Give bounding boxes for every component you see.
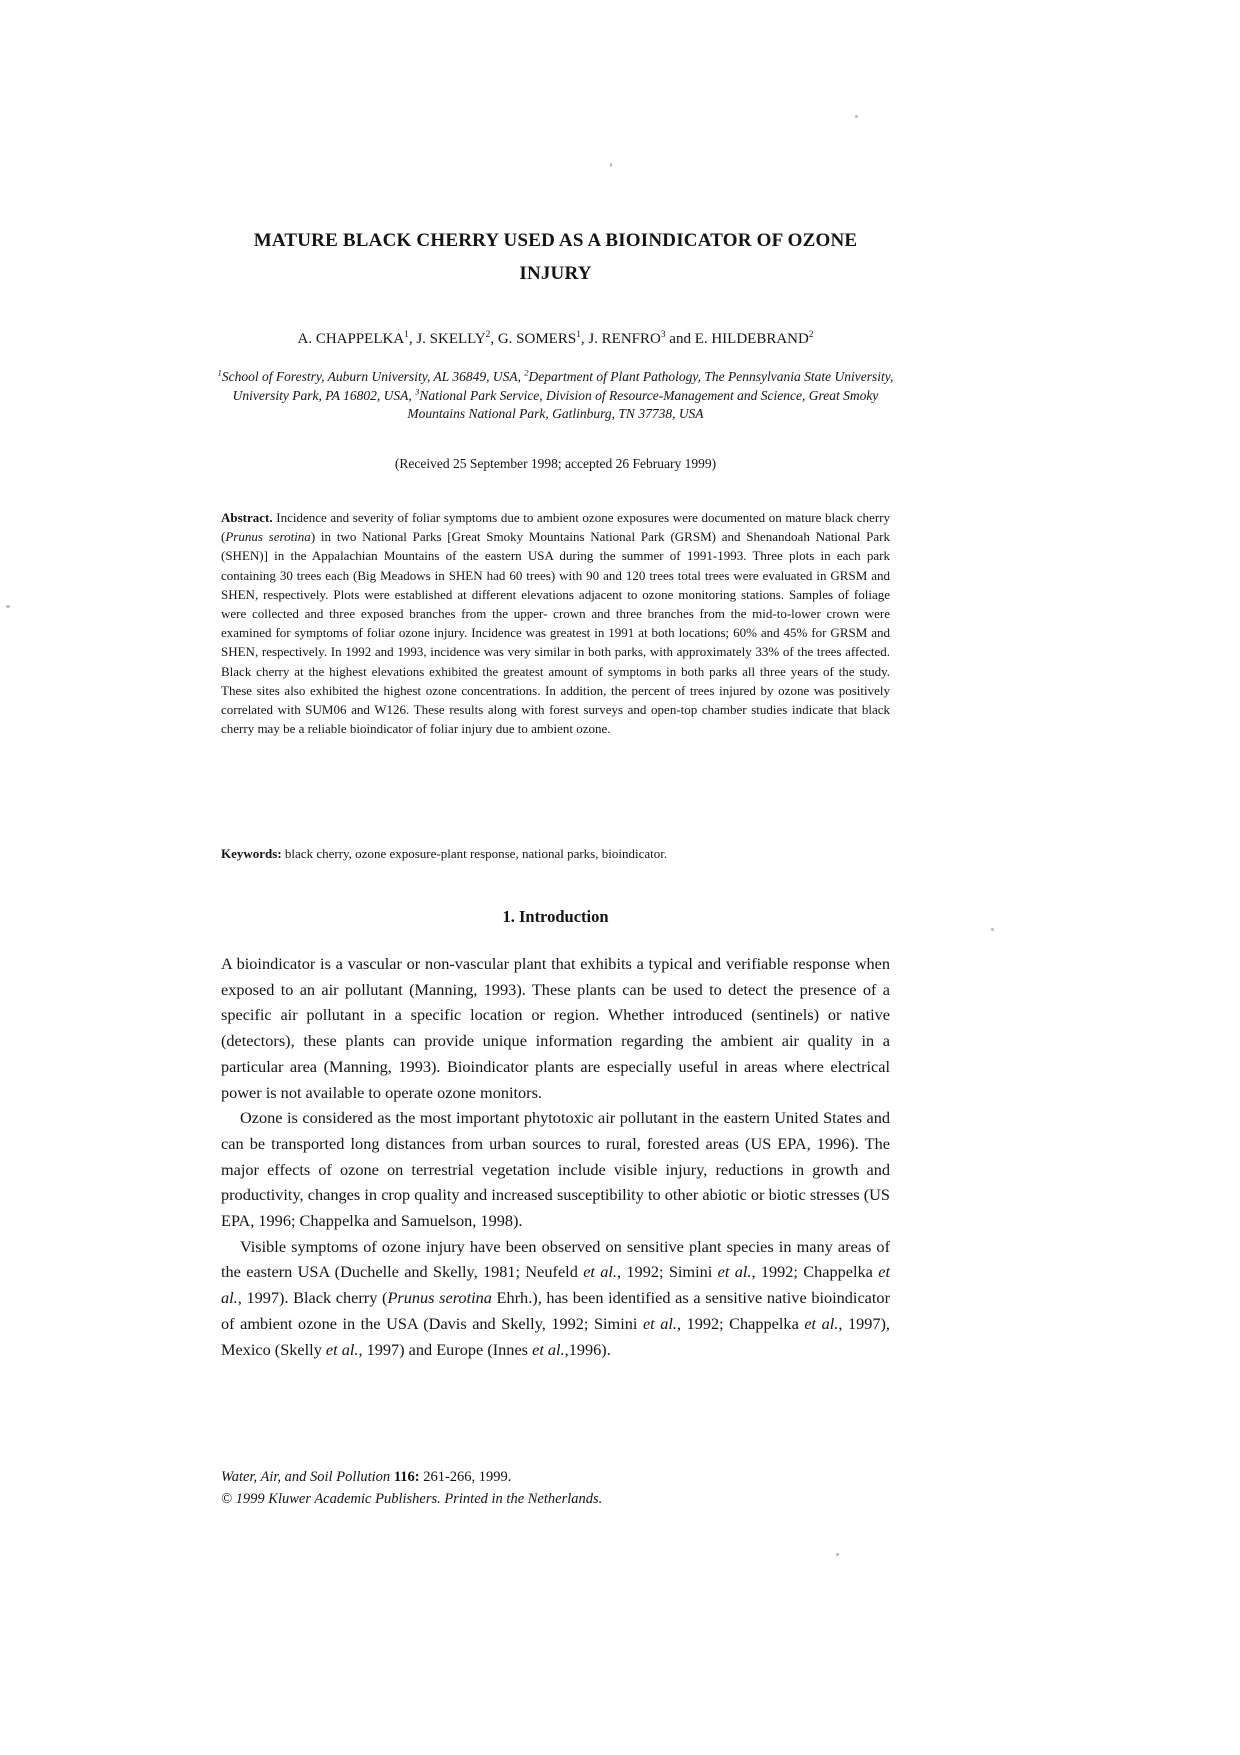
introduction-body	[221, 951, 890, 1362]
scan-artifact	[610, 163, 612, 167]
text-run: 1	[576, 330, 581, 340]
journal-footer	[221, 1466, 890, 1510]
scan-artifact	[6, 605, 10, 608]
text-run: et al.	[583, 1262, 618, 1282]
text-run: , 1992; Chappelka	[676, 1313, 805, 1333]
text-run: 3	[415, 387, 420, 396]
keywords-line	[221, 846, 890, 862]
text-run: et al.	[325, 1339, 359, 1359]
authors-line	[191, 331, 920, 348]
copyright-line: © 1999 Kluwer Academic Publishers. Printed in the Netherlands.	[221, 1491, 603, 1507]
text-run: et al.	[642, 1313, 677, 1333]
text-run: Department of Plant Pathology, The Pennsylvania State University, University Park, PA 16802, USA,	[232, 369, 894, 403]
text-run: A bioindicator is a vascular or non-vascular plant that exhibits a typical and verifiable response when exposed to an air pollutant (Manning, 1993). These plants can be used to detect the presence of a specific air pollutant in a specific location or region. Whether introduced (sentinels) or native (detectors), these plants can provide unique information regarding the ambient air quality in a particular area (Manning, 1993). Bioindicator plants are especially useful in areas where electrical power is not available to operate ozone monitors.	[221, 954, 890, 1102]
text-run: and E. HILDEBRAND	[665, 331, 809, 347]
scan-artifact	[836, 1553, 839, 1556]
text-run: , 1992; Simini	[617, 1262, 718, 1282]
introduction-paragraph-1	[221, 951, 890, 1105]
text-run: Incidence and severity of foliar symptoms due to ambient ozone exposures were documented on mature black cherry (	[221, 510, 890, 545]
text-run: Prunus serotina	[225, 529, 311, 545]
text-run: Ehrh.), has been identified as a sensitive native bioindicator of ambient ozone in the USA (Davis and Skelly, 1992; Simini	[221, 1288, 890, 1333]
paper-title-line2: INJURY	[519, 263, 592, 284]
text-run: 116:	[393, 1469, 420, 1485]
text-run: ) in two National Parks [Great Smoky Mountains National Park (GRSM) and Shenandoah National Park (SHEN)] in the Appalachian Mountains of the eastern USA during the summer of 1991-1993. Three plots in each park containing 30 trees each (Big Meadows in SHEN had 60 trees) with 90 and 120 trees total trees were evaluated in GRSM and SHEN, respectively. Plots were established at different elevations adjacent to ozone monitoring stations. Samples of foliage were collected and three exposed branches from the upper- crown and three branches from the mid-to-lower crown were examined for symptoms of foliar ozone injury. Incidence was greatest in 1991 at both locations; 60% and 45% for GRSM and SHEN, respectively. In 1992 and 1993, incidence was very similar in both parks, with approximately 33% of the trees affected. Black cherry at the highest elevations exhibited the greatest amount of symptoms in both parks all three years of the study. These sites also exhibited the highest ozone concentrations. In addition, the percent of trees injured by ozone was positively correlated with SUM06 and W126. These results along with forest surveys and open-top chamber studies indicate that black cherry may be a reliable bioindicator of foliar injury due to ambient ozone.	[221, 529, 890, 737]
text-run: 3	[660, 330, 666, 340]
text-run: 1	[404, 330, 409, 340]
introduction-paragraph-2	[221, 1105, 890, 1234]
text-run: , G. SOMERS	[490, 331, 577, 347]
text-run: National Park Service, Division of Resource-Management and Science, Great Smoky Mountains National Park, Gatlinburg, TN 37738, USA	[407, 387, 879, 421]
text-run: School of Forestry, Auburn University, AL 36849, USA,	[221, 369, 525, 384]
paper-title-line1: MATURE BLACK CHERRY USED AS A BIOINDICATOR OF OZONE	[253, 230, 858, 251]
text-run: , 1992; Chappelka	[751, 1262, 879, 1282]
text-run: , J. SKELLY	[408, 331, 486, 347]
text-run: et al.	[532, 1339, 565, 1359]
scan-artifact	[855, 115, 858, 118]
text-run: et al.	[717, 1262, 752, 1282]
text-run: Prunus serotina	[387, 1288, 492, 1308]
text-run: 2	[808, 330, 814, 340]
text-run: , 1997), Mexico (Skelly	[221, 1313, 890, 1359]
introduction-paragraph-3	[221, 1234, 890, 1363]
text-run: ,1996).	[564, 1339, 611, 1359]
text-run: 1	[217, 368, 222, 378]
text-run: 2	[485, 330, 491, 340]
received-accepted-note: (Received 25 September 1998; accepted 26 February 1999)	[394, 456, 717, 471]
affiliations	[211, 368, 900, 424]
text-run: A. CHAPPELKA	[297, 331, 405, 347]
paper-title	[221, 224, 890, 290]
text-run: et al.	[804, 1313, 839, 1333]
text-run: Keywords:	[221, 846, 282, 861]
text-run: Visible symptoms of ozone injury have been observed on sensitive plant species in many areas of the eastern USA (Duchelle and Skelly, 1981; Neufeld	[221, 1236, 890, 1282]
abstract-paragraph	[221, 508, 890, 738]
journal-citation-line	[221, 1466, 890, 1488]
text-run: et al.	[221, 1262, 890, 1308]
text-run: , J. RENFRO	[580, 331, 661, 347]
text-run: 2	[524, 368, 529, 378]
text-run: black cherry, ozone exposure-plant response, national parks, bioindicator.	[281, 846, 668, 861]
text-run: , 1997) and Europe (Innes	[358, 1339, 533, 1359]
text-run: 261-266, 1999.	[419, 1469, 512, 1485]
text-run: Water, Air, and Soil Pollution	[221, 1469, 394, 1485]
text-run: Ozone is considered as the most important phytotoxic air pollutant in the eastern United States and can be transported long distances from urban sources to rural, forested areas (US EPA, 1996). The major effects of ozone on terrestrial vegetation include visible injury, reductions in growth and productivity, changes in crop quality and increased susceptibility to other abiotic or biotic stresses (US EPA, 1996; Chappelka and Samuelson, 1998).	[221, 1108, 890, 1231]
section-heading-introduction: 1. Introduction	[502, 907, 609, 926]
scan-artifact	[991, 928, 994, 931]
text-run: Abstract.	[221, 510, 273, 525]
text-run: , 1997). Black cherry (	[237, 1288, 388, 1308]
